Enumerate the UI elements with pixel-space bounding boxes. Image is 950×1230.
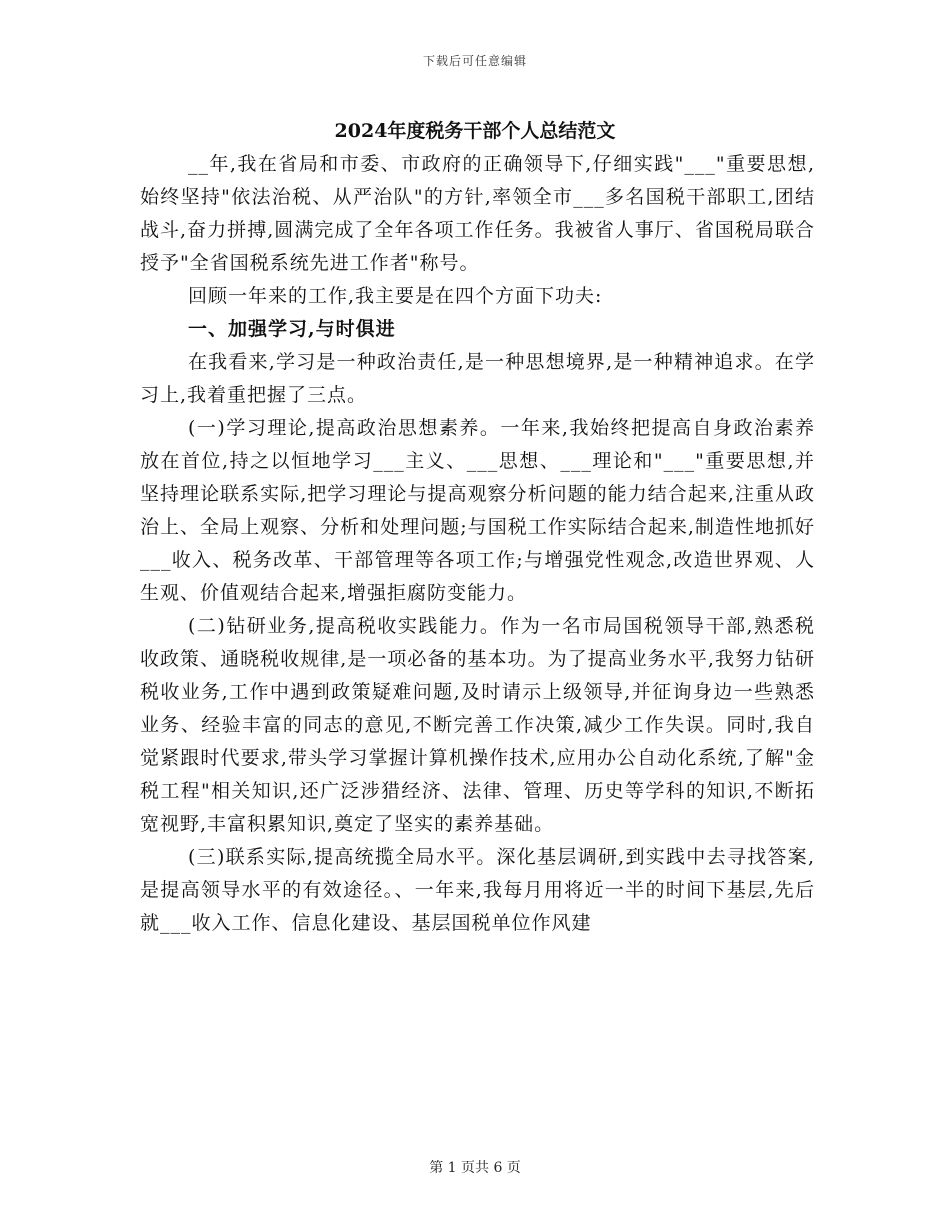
paragraph-review: 回顾一年来的工作,我主要是在四个方面下功夫: [188,285,603,307]
document-title: 2024年度税务干部个人总结范文 [334,120,616,142]
paragraph-point-3: (三)联系实际,提高统揽全局水平。深化基层调研,到实践中去寻找答案,是提高领导水平的有效途径。、一年来,我每月用将近一半的时间下基层,先后就___收入工作、信息化建设、基层国税单位作风建 [140,846,815,934]
paragraph-intro: __年,我在省局和市委、市政府的正确领导下,仔细实践"___"重要思想,始终坚持"依法治税、从严治队"的方针,率领全市___多名国税干部职工,团结战斗,奋力拼搏,圆满完成了全年各项工作任务。我被省人事厅、省国税局联合授予"全省国税系统先进工作者"称号。 [140,153,815,274]
header-note: 下载后可任意编辑 [422,54,527,68]
page-footer: 第 1 页共 6 页 [429,1160,521,1176]
paragraph-learning: 在我看来,学习是一种政治责任,是一种思想境界,是一种精神追求。在学习上,我着重把握了三点。 [140,351,815,406]
paragraph-point-2: (二)钻研业务,提高税收实践能力。作为一名市局国税领导干部,熟悉税收政策、通晓税收规律,是一项必备的基本功。为了提高业务水平,我努力钻研税收业务,工作中遇到政策疑难问题,及时请示上级领导,并征询身边一些熟悉业务、经验丰富的同志的意见,不断完善工作决策,减少工作失误。同时,我自觉紧跟时代要求,带头学习掌握计算机操作技术,应用办公自动化系统,了解"金税工程"相关知识,还广泛涉猎经济、法律、管理、历史等学科的知识,不断拓宽视野,丰富积累知识,奠定了坚实的素养基础。 [140,615,815,835]
section-heading-1: 一、加强学习,与时俱进 [188,318,396,340]
paragraph-point-1: (一)学习理论,提高政治思想素养。一年来,我始终把提高自身政治素养放在首位,持之以恒地学习___主义、___思想、___理论和"___"重要思想,并坚持理论联系实际,把学习理论与提高观察分析问题的能力结合起来,注重从政治上、全局上观察、分析和处理问题;与国税工作实际结合起来,制造性地抓好___收入、税务改革、干部管理等各项工作;与增强党性观念,改造世界观、人生观、价值观结合起来,增强拒腐防变能力。 [140,417,815,604]
document-body [140,148,815,940]
